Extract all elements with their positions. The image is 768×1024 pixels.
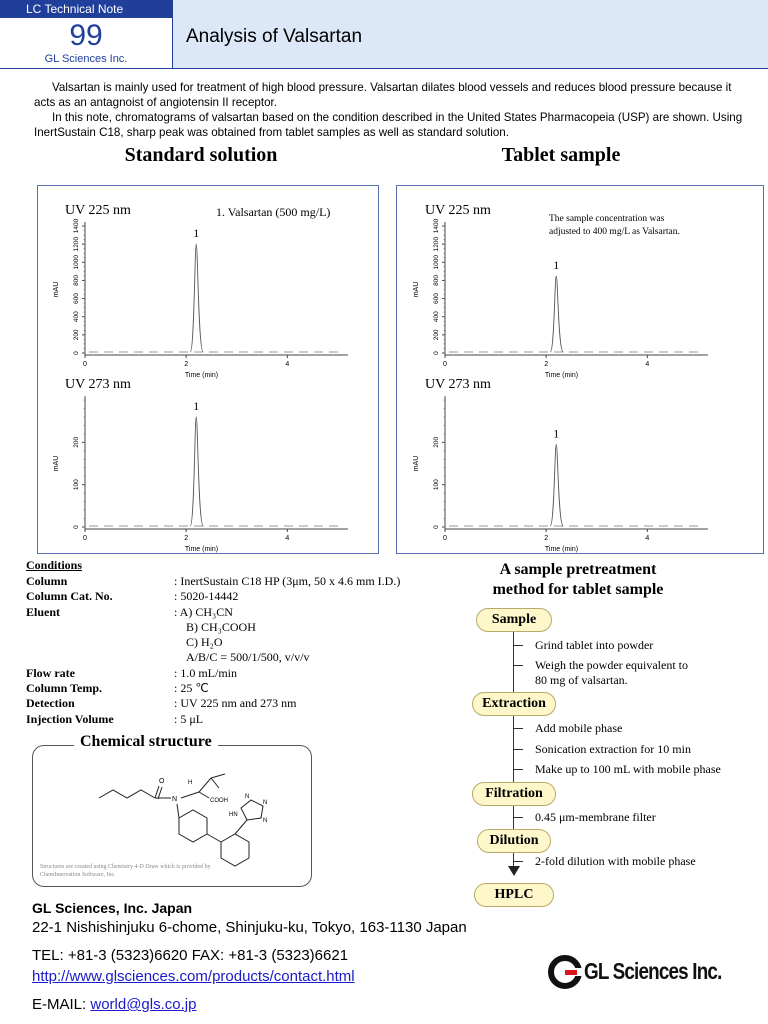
condition-label: Flow rate	[26, 665, 75, 680]
x-tick-label: 4	[645, 535, 650, 542]
y-tick-label: 1200	[433, 236, 440, 252]
chemical-structure-heading: Chemical structure	[74, 733, 218, 751]
footer-email	[32, 996, 196, 1013]
flow-tick	[513, 749, 523, 750]
peak-label: 1	[553, 426, 560, 441]
step-dilute: 2-fold dilution with mobile phase	[535, 854, 696, 868]
pretreatment-heading-line-2: method for tablet sample	[492, 581, 664, 598]
chromatogram-tablet-225	[400, 198, 720, 383]
y-axis-label: mAU	[53, 455, 60, 472]
condition-row	[26, 589, 456, 604]
sample-note-line-2: adjusted to 400 mg/L as Valsartan.	[549, 227, 680, 237]
y-tick-label: 1000	[73, 255, 80, 270]
condition-label: Column	[26, 574, 68, 588]
peak-label: 1	[193, 226, 200, 241]
flow-tick	[513, 645, 523, 646]
atom-hn: HN	[229, 812, 238, 818]
stage-extraction: Extraction	[472, 692, 556, 716]
stage-dilution: Dilution	[477, 829, 551, 853]
condition-label: Column Temp.	[26, 681, 103, 696]
x-axis-label: Time (min)	[184, 546, 219, 553]
condition-label: Eluent	[26, 604, 61, 619]
pretreatment-heading-line-1: A sample pretreatment	[499, 561, 657, 578]
footer-address: 22-1 Nishishinjuku 6-chome, Shinjuku-ku, Tokyo, 163-1130 Japan	[32, 919, 467, 936]
condition-row	[26, 574, 456, 589]
condition-value: : InertSustain C18 HP (3μm, 50 x 4.6 mm I.D.)	[174, 574, 401, 588]
condition-value: : A) CH₃CN	[174, 604, 233, 619]
gl-logo-icon	[548, 955, 582, 989]
step-add-phase: Add mobile phase	[535, 721, 623, 735]
x-tick-label: 0	[443, 535, 447, 542]
chromatogram-standard-225	[40, 198, 360, 383]
condition-value: B) CH₃COOH	[186, 619, 256, 634]
x-tick-label: 2	[184, 535, 189, 542]
y-tick-label: 600	[433, 293, 440, 305]
condition-label	[26, 650, 174, 665]
chart-title: UV 225 nm	[425, 203, 491, 218]
condition-row	[26, 650, 456, 665]
intro-text	[34, 80, 744, 140]
y-tick-label: 1400	[73, 218, 80, 234]
email-link[interactable]: world@gls.co.jp	[90, 996, 197, 1013]
sample-note-line-1: The sample concentration was	[549, 214, 665, 224]
chromatogram-tablet-273	[400, 372, 720, 554]
chromatogram-standard-273	[40, 372, 360, 554]
y-tick-label: 0	[73, 525, 80, 529]
chart-title: UV 273 nm	[425, 377, 491, 392]
y-tick-label: 100	[433, 479, 440, 491]
footer-company: GL Sciences, Inc. Japan	[32, 900, 193, 916]
condition-value: : UV 225 nm and 273 nm	[174, 696, 297, 711]
conditions-heading: Conditions	[26, 558, 83, 572]
condition-row	[26, 666, 456, 681]
x-tick-label: 2	[184, 361, 189, 368]
y-axis-label: mAU	[413, 455, 420, 472]
step-make-up: Make up to 100 mL with mobile phase	[535, 762, 721, 776]
standard-solution-heading: Standard solution	[124, 144, 278, 166]
flow-arrow-icon	[508, 866, 520, 878]
y-tick-label: 1400	[433, 218, 440, 234]
condition-value: : 1.0 mL/min	[174, 665, 237, 680]
atom-n4: N	[263, 818, 268, 824]
flow-tick	[513, 861, 523, 862]
x-tick-label: 0	[83, 535, 87, 542]
y-tick-label: 100	[73, 479, 80, 491]
peak-label: 1	[553, 257, 560, 272]
atom-o: O	[159, 778, 165, 785]
x-axis-label: Time (min)	[544, 546, 579, 553]
condition-value: : 25 ℃	[174, 681, 209, 696]
header-divider	[172, 0, 173, 68]
atom-n3: N	[263, 800, 268, 806]
peak-label: 1	[193, 398, 200, 413]
x-axis-label: Time (min)	[544, 372, 579, 379]
x-tick-label: 2	[544, 361, 549, 368]
peak-legend: 1. Valsartan (500 mg/L)	[216, 205, 331, 219]
y-tick-label: 200	[73, 436, 80, 448]
peak-trace	[550, 444, 563, 526]
flow-tick	[513, 817, 523, 818]
tablet-sample-heading: Tablet sample	[501, 144, 621, 166]
chart-title: UV 225 nm	[65, 203, 131, 218]
x-tick-label: 4	[285, 361, 290, 368]
step-grind: Grind tablet into powder	[535, 638, 654, 652]
y-tick-label: 600	[73, 293, 80, 305]
intro-paragraph-1: Valsartan is mainly used for treatment of high blood pressure. Valsartan dilates blood vessels and reduces blood pressure because it acts as an antagnoist of angiotensin II receptor.	[34, 81, 732, 109]
y-tick-label: 0	[73, 351, 80, 355]
condition-row	[26, 605, 456, 620]
condition-value: : 5 μL	[174, 711, 204, 726]
atom-n: N	[172, 796, 178, 803]
stage-filtration: Filtration	[472, 782, 556, 806]
x-tick-label: 4	[285, 535, 290, 542]
x-tick-label: 2	[544, 535, 549, 542]
y-tick-label: 1000	[433, 255, 440, 270]
conditions-table	[26, 574, 456, 727]
header-rule	[0, 68, 768, 69]
flow-tick	[513, 728, 523, 729]
atom-h: H	[188, 780, 193, 786]
note-number: 99	[69, 19, 103, 52]
condition-value: C) H₂O	[186, 635, 223, 650]
note-series-tag: LC Technical Note	[0, 0, 172, 18]
y-tick-label: 800	[433, 274, 440, 286]
footer-phone: TEL: +81-3 (5323)6620 FAX: +81-3 (5323)6621	[32, 947, 349, 964]
step-weigh: Weigh the powder equivalent to	[535, 658, 688, 672]
y-tick-label: 800	[73, 274, 80, 286]
peak-trace	[190, 244, 203, 352]
condition-row	[26, 681, 456, 696]
stage-sample: Sample	[476, 608, 552, 632]
x-tick-label: 4	[645, 361, 650, 368]
flow-tick	[513, 769, 523, 770]
y-tick-label: 400	[433, 311, 440, 323]
x-tick-label: 0	[443, 361, 447, 368]
condition-label: Detection	[26, 696, 75, 711]
page-title: Analysis of Valsartan	[186, 26, 363, 47]
condition-label	[26, 620, 174, 635]
condition-value: : 5020-14442	[174, 589, 239, 604]
structure-caption: Structures are created using Chemistry 4-D Draw which is provided by ChemInnovation Software, Inc.	[40, 864, 211, 878]
condition-label: Injection Volume	[26, 711, 114, 726]
y-tick-label: 400	[73, 311, 80, 323]
y-axis-label: mAU	[53, 281, 60, 298]
gl-logo-wordmark: GL Sciences Inc.	[584, 958, 722, 984]
atom-cooh: COOH	[210, 798, 228, 804]
y-axis-label: mAU	[413, 281, 420, 298]
flow-tick	[513, 665, 523, 666]
condition-label: Column Cat. No.	[26, 589, 113, 604]
y-tick-label: 200	[73, 329, 80, 341]
condition-label	[26, 635, 174, 650]
x-axis-label: Time (min)	[184, 372, 219, 379]
email-label: E-MAIL:	[32, 996, 91, 1013]
pretreatment-heading	[458, 560, 698, 600]
condition-row	[26, 696, 456, 711]
stage-hplc: HPLC	[474, 883, 554, 907]
intro-paragraph-2: In this note, chromatograms of valsartan based on the condition described in the United States Pharmacopeia (USP) are shown. Using InertSustain C18, sharp peak was obtained from tablet samples as well as standard solution.	[34, 111, 743, 139]
y-tick-label: 0	[433, 525, 440, 529]
contact-url-link[interactable]: http://www.glsciences.com/products/contact.html	[32, 968, 355, 985]
x-tick-label: 0	[83, 361, 87, 368]
condition-row	[26, 620, 456, 635]
y-tick-label: 1200	[73, 236, 80, 252]
y-tick-label: 0	[433, 351, 440, 355]
y-tick-label: 200	[433, 329, 440, 341]
condition-value: A/B/C = 500/1/500, v/v/v	[186, 650, 310, 665]
atom-n2: N	[245, 794, 250, 800]
peak-trace	[550, 276, 563, 352]
condition-row	[26, 635, 456, 650]
step-filter: 0.45 μm-membrane filter	[535, 810, 656, 824]
header-company: GL Sciences Inc.	[44, 53, 128, 65]
step-sonication: Sonication extraction for 10 min	[535, 742, 691, 756]
chart-title: UV 273 nm	[65, 377, 131, 392]
y-tick-label: 200	[433, 436, 440, 448]
condition-row	[26, 712, 456, 727]
peak-trace	[190, 417, 203, 526]
step-weigh-cont: 80 mg of valsartan.	[535, 673, 628, 687]
